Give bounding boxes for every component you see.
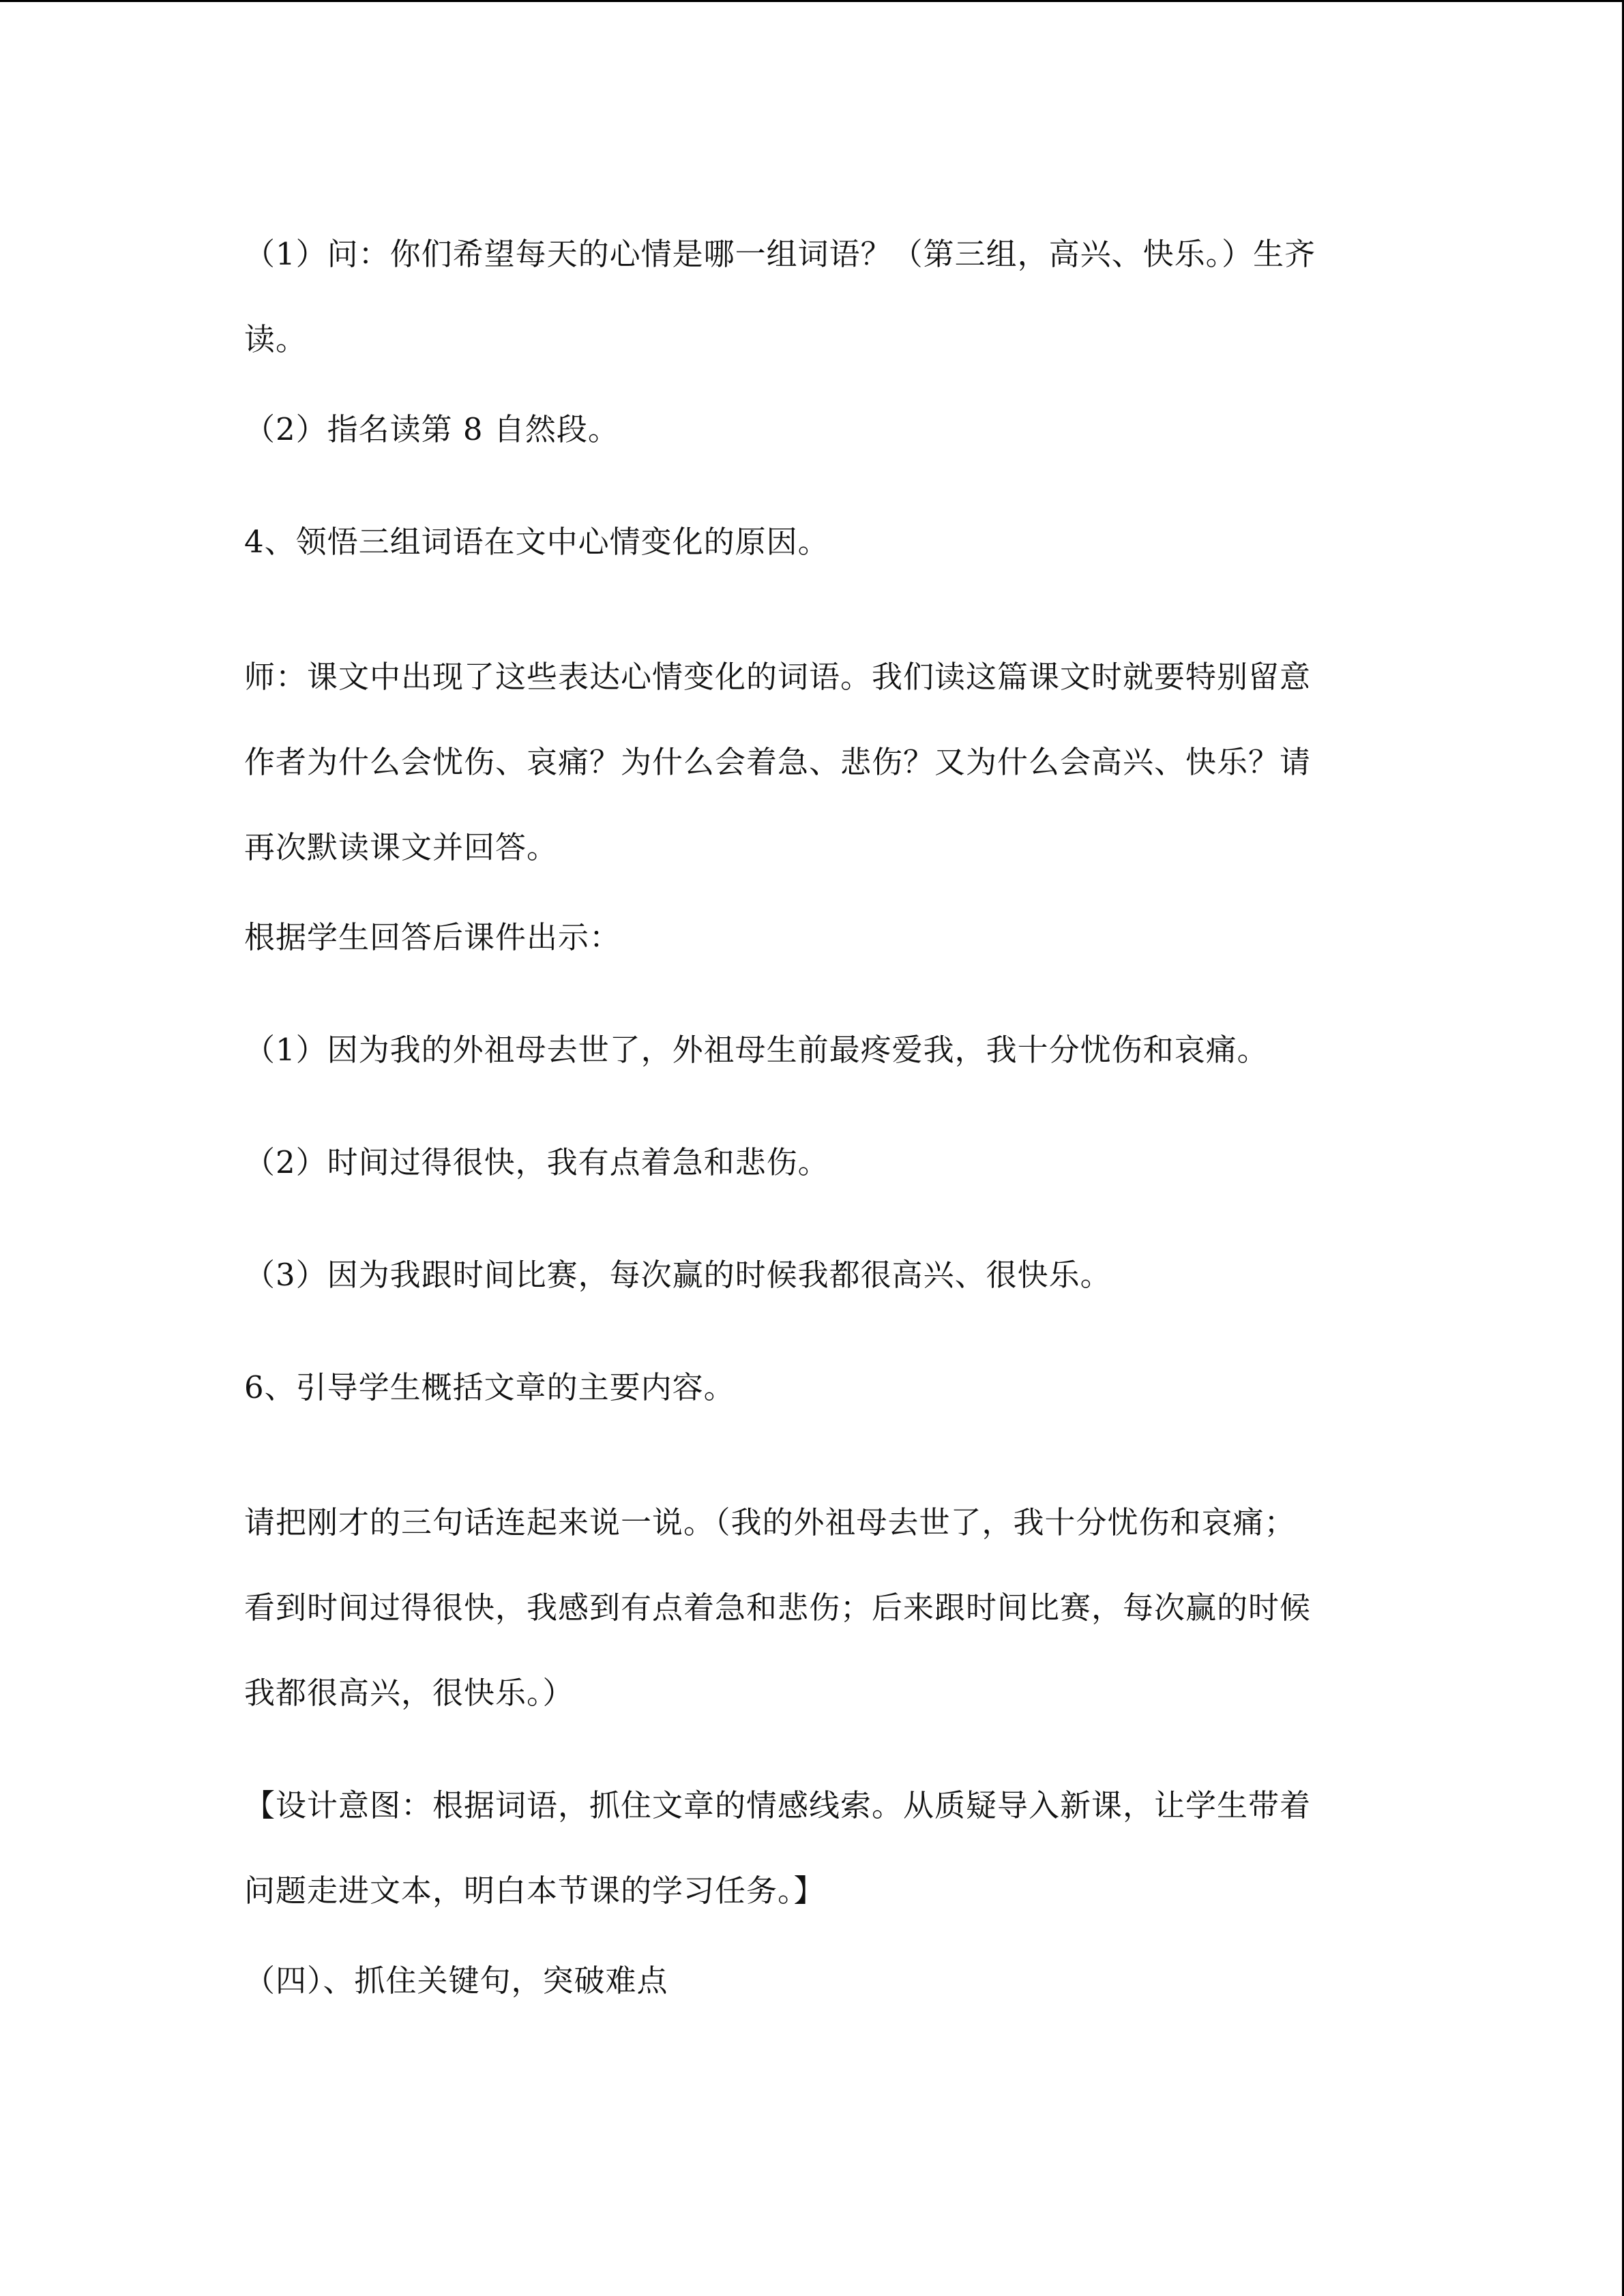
text-line: 师：课文中出现了这些表达心情变化的词语。我们读这篇课文时就要特别留意 [244,659,1312,695]
text-line: 我都很高兴，很快乐。） [244,1675,574,1711]
text-line: 看到时间过得很快，我感到有点着急和悲伤；后来跟时间比赛，每次赢的时候 [244,1590,1312,1626]
text-line: 再次默读课文并回答。 [244,829,559,865]
text-line: 4、领悟三组词语在文中心情变化的原因。 [244,524,829,560]
paragraph-design-intent [244,1763,1376,1933]
text-line: （3）因为我跟时间比赛，每次赢的时候我都很高兴、很快乐。 [244,1257,1112,1293]
paragraph-step-6-heading [244,1367,1376,1408]
text-line: 6、引导学生概括文章的主要内容。 [244,1369,735,1405]
text-line: （2）指名读第 8 自然段。 [244,411,619,447]
paragraph-teacher-prompt [244,634,1376,890]
text-line: 请把刚才的三句话连起来说一说。（我的外祖母去世了，我十分忧伤和哀痛； [244,1504,1296,1540]
paragraph-step-4-heading [244,522,1376,563]
text-line: 问题走进文本，明白本节课的学习任务。】 [244,1873,825,1909]
text-line: （四）、抓住关键句，突破难点 [244,1963,668,1999]
text-line: （2）时间过得很快，我有点着急和悲伤。 [244,1144,829,1180]
paragraph-question-1 [244,211,1376,382]
section-heading-key-sentences [244,1960,1376,2001]
paragraph-question-2 [244,409,1376,450]
page-top-border [0,0,1624,2]
text-line: （1）因为我的外祖母去世了，外祖母生前最疼爱我，我十分忧伤和哀痛。 [244,1032,1269,1068]
paragraph-answer-3 [244,1255,1376,1296]
paragraph-courseware-intro [244,917,1376,958]
paragraph-answer-2 [244,1142,1376,1183]
document-body [244,211,1376,2073]
text-line: 根据学生回答后课件出示： [244,919,621,955]
text-line: （1）问：你们希望每天的心情是哪一组词语？（第三组，高兴、快乐。）生齐 [244,236,1316,272]
text-line: 【设计意图：根据词语，抓住文章的情感线索。从质疑导入新课，让学生带着 [244,1787,1312,1823]
text-line: 作者为什么会忧伤、哀痛？为什么会着急、悲伤？又为什么会高兴、快乐？请 [244,744,1312,780]
paragraph-summary-prompt [244,1480,1376,1735]
text-line: 读。 [244,321,308,357]
paragraph-answer-1 [244,1030,1376,1071]
